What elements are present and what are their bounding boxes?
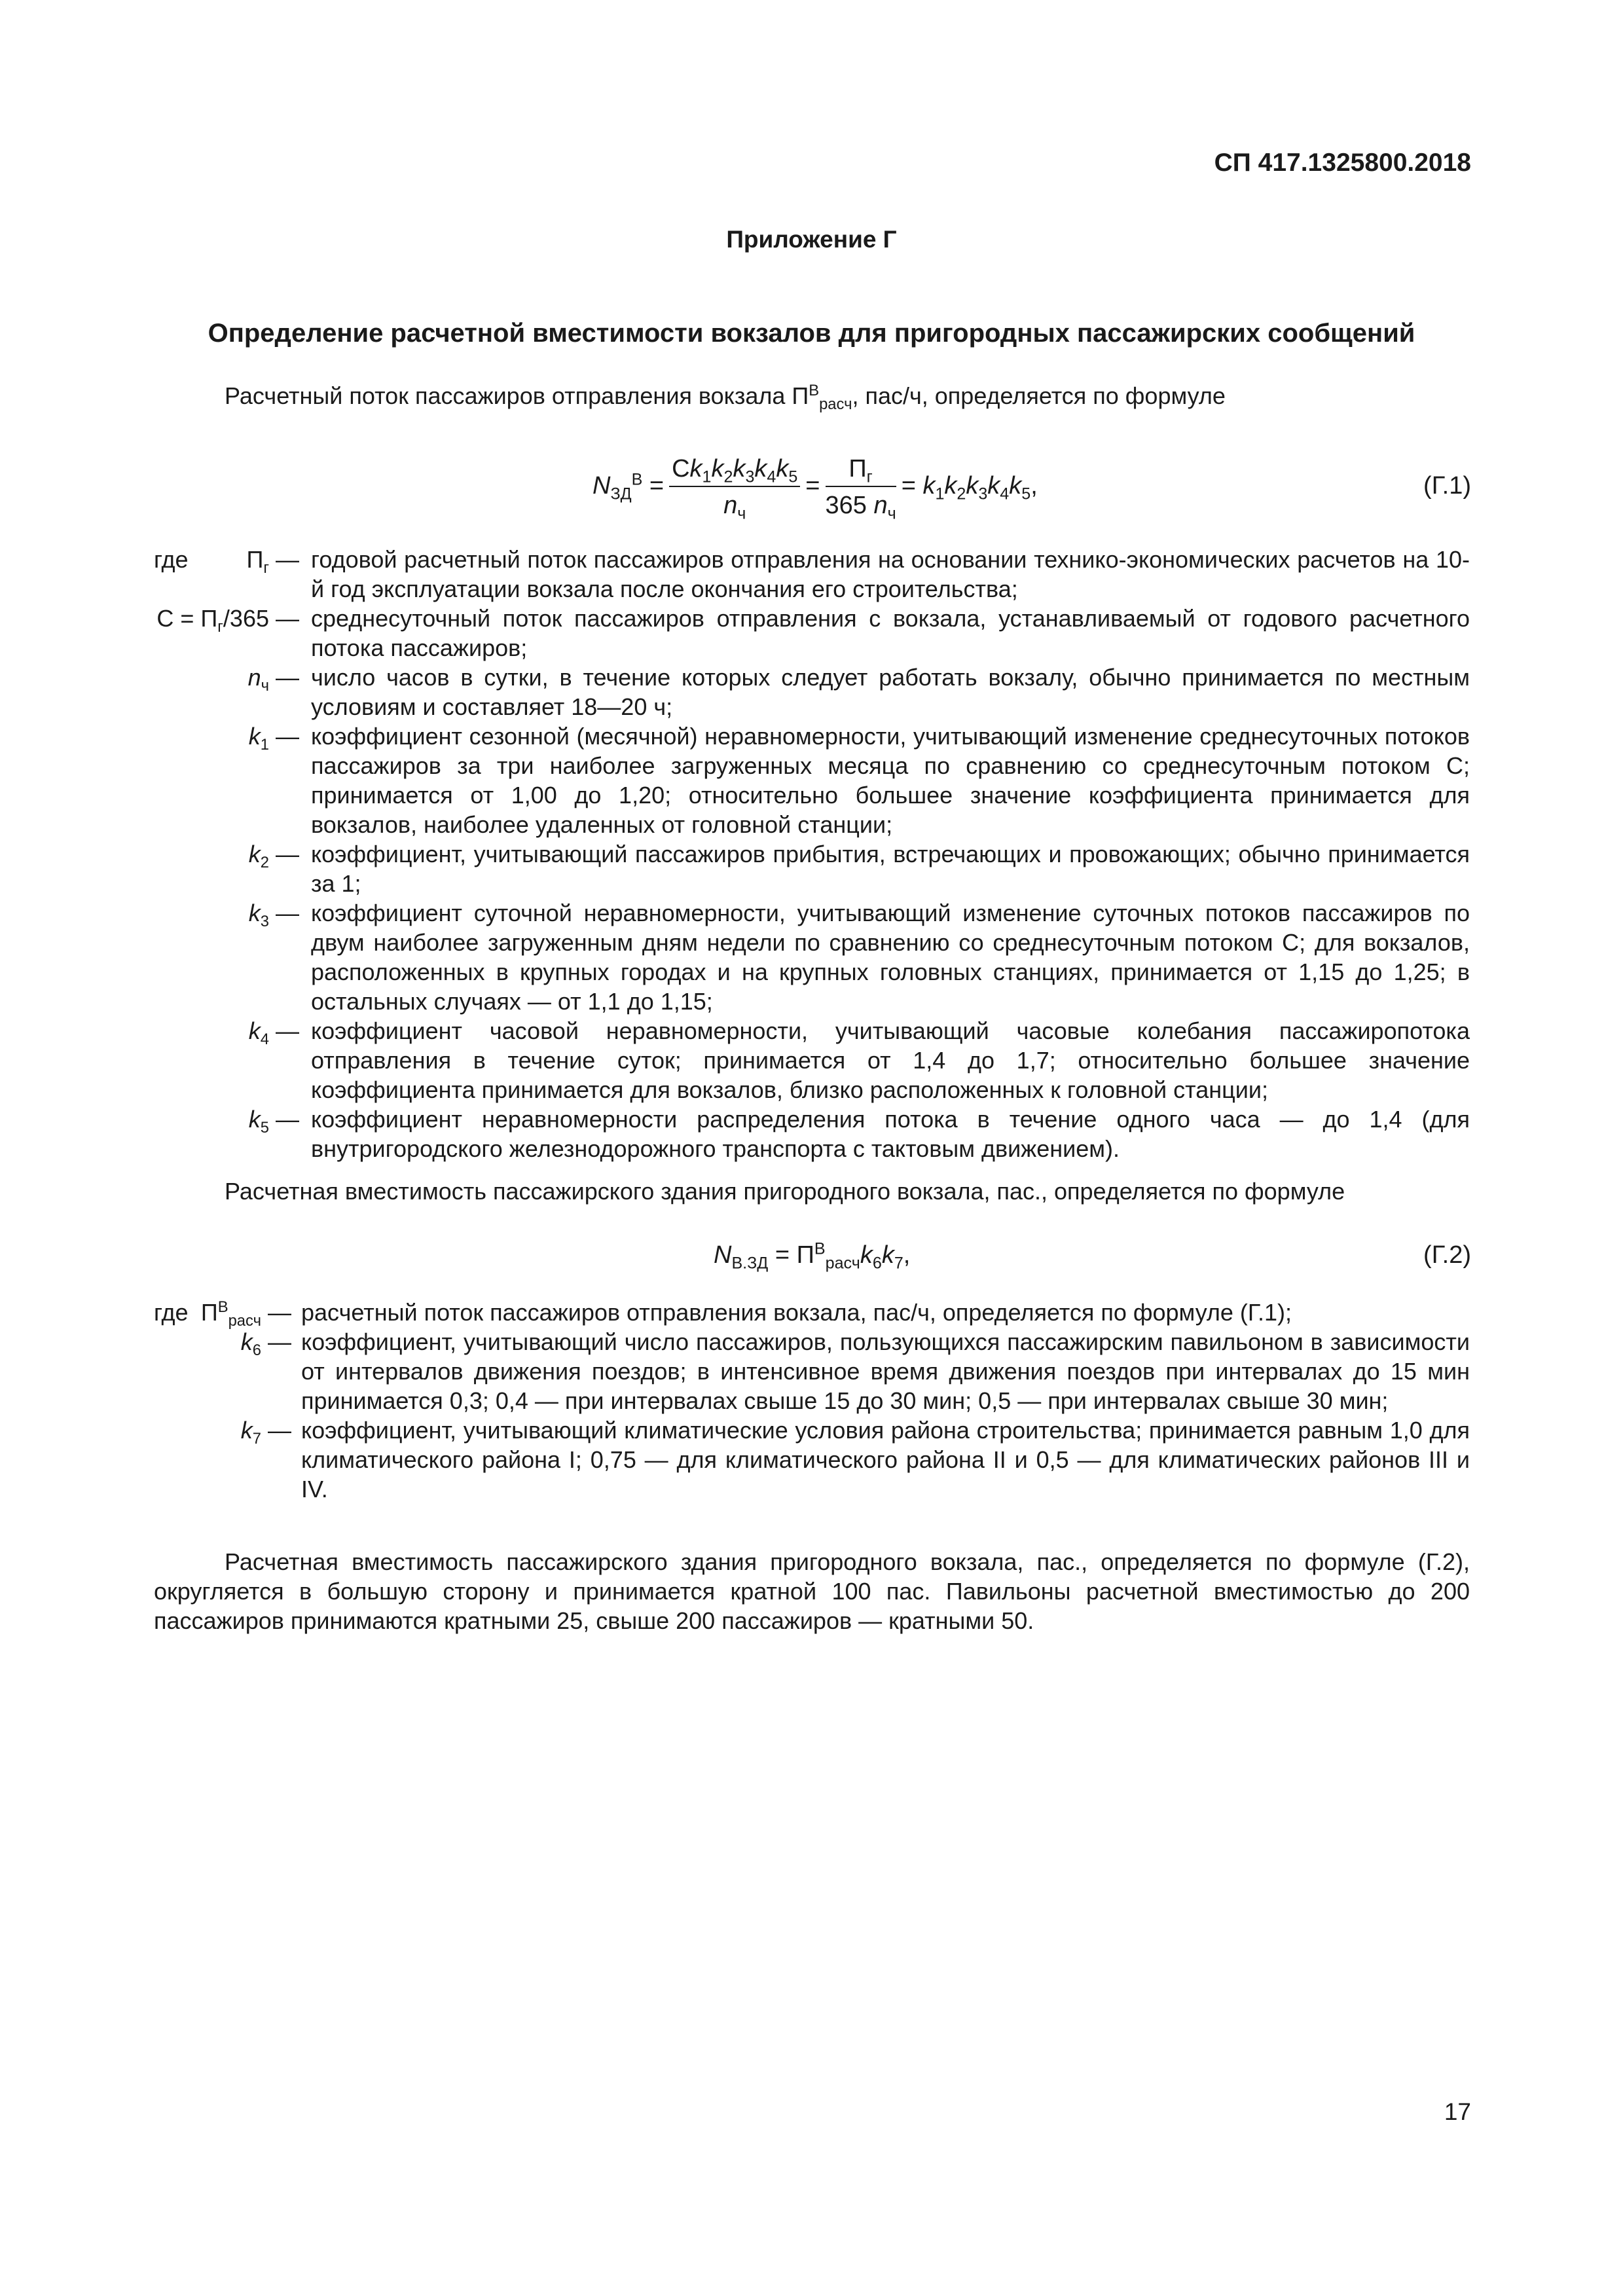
definition-text: коэффициент суточной неравномерности, учитывающий изменение суточных потоков пассажиров по двум наиболее загруженным дням недели по сравнению со среднесуточным потоком С; для вокзалов, расположенных в крупных городах и на крупных головных станциях, принимается от 1,15 до 1,25; в остальных случаях — от 1,1 до 1,15;	[311, 900, 1470, 1015]
definition-item	[154, 1104, 1470, 1163]
definition-text: коэффициент часовой неравномерности, учитывающий часовые колебания пассажиропотока отправления в течение суток; принимается от 1,4 до 1,7; относительно большее значение коэффициента принимается для вокзалов, близко расположенных к головной станции;	[311, 1017, 1470, 1103]
intro-text: Расчетный поток пассажиров отправления вокзала	[225, 382, 792, 409]
symbol-k7: $k_7$ —	[240, 1417, 291, 1448]
definition-item	[154, 663, 1470, 721]
definition-item	[154, 1016, 1470, 1104]
where-label: где	[154, 1299, 189, 1326]
symbol-p-rasch: $П^В_{расч}$	[792, 382, 852, 414]
symbol-p-rasch: $П^В_{расч}$ —	[200, 1298, 291, 1330]
symbol-k4: $k_4$ —	[248, 1017, 299, 1049]
definition-item	[154, 1298, 1470, 1330]
page-number: 17	[1444, 2098, 1471, 2125]
formula-g2: $N_{В.ЗД} = П^В_{расч}k_6k_7$,	[714, 1239, 911, 1273]
formula-g1-number: (Г.1)	[1423, 472, 1471, 500]
definitions-g1	[154, 545, 1470, 1163]
definition-item	[154, 721, 1470, 839]
symbol-k6: $k_6$ —	[240, 1328, 291, 1360]
section-title: Определение расчетной вместимости вокзалов для пригородных пассажирских сообщений	[208, 319, 1415, 348]
definition-text: годовой расчетный поток пассажиров отправления на основании технико-экономических расчетов на 10-й год эксплуатации вокзала после окончания его строительства;	[311, 546, 1470, 602]
intro-paragraph-2: Расчетная вместимость пассажирского здания пригородного вокзала, пас., определяется по формуле	[225, 1178, 1345, 1205]
definition-item	[154, 898, 1470, 1016]
definition-item	[154, 839, 1470, 898]
definition-text: число часов в сутки, в течение которых следует работать вокзалу, обычно принимается по местным условиям и составляет 18—20 ч;	[311, 664, 1470, 720]
symbol-k1: $k_1$ —	[248, 723, 299, 754]
symbol-k5: $k_5$ —	[248, 1106, 299, 1137]
closing-paragraph: Расчетная вместимость пассажирского здания пригородного вокзала, пас., определяется по формуле (Г.2), округляется в большую сторону и принимается кратной 100 пас. Павильоны расчетной вместимостью до 200 пассажиров принимаются кратными 25, свыше 200 пассажиров — кратными 50.	[154, 1548, 1470, 1634]
document-code: СП 417.1325800.2018	[1214, 149, 1471, 177]
intro-text-after: , пас/ч, определяется по формуле	[852, 382, 1226, 409]
formula-g1: $N_{ЗД}^В$ = $\frac{Сk_1k_2k_3k_4k_5}{n_ч}$ = $\frac{П_г}{365 n_ч}$ = $k_1k_2k_3k_4k_5$,	[593, 455, 1038, 523]
definition-text: расчетный поток пассажиров отправления вокзала, пас/ч, определяется по формуле (Г.1);	[301, 1299, 1292, 1326]
definition-text: коэффициент неравномерности распределения потока в течение одного часа — до 1,4 (для внутригородского железнодорожного транспорта с тактовым движением).	[311, 1106, 1470, 1162]
definition-text: коэффициент, учитывающий климатические условия района строительства; принимается равным 1,0 для климатического района I; 0,75 — для климатического района II и 0,5 — для климатических районов III и IV.	[301, 1417, 1470, 1503]
symbol-k2: $k_2$ —	[248, 841, 299, 872]
symbol-n-ch: $n_ч$ —	[247, 664, 299, 695]
definition-item	[154, 1415, 1470, 1504]
definition-item	[154, 1327, 1470, 1415]
where-label: где	[154, 546, 189, 573]
definition-item	[154, 545, 1470, 604]
definition-text: коэффициент, учитывающий число пассажиров, пользующихся пассажирским павильоном в зависимости от интервалов движения поездов; в интенсивное время движения поездов при интервалах до 15 мин принимается 0,3; 0,4 — при интервалах свыше 15 до 30 мин; 0,5 — при интервалах свыше 30 мин;	[301, 1328, 1470, 1414]
symbol-k3: $k_3$ —	[248, 900, 299, 931]
definitions-g2	[154, 1298, 1470, 1504]
definition-text: среднесуточный поток пассажиров отправления с вокзала, устанавливаемый от годового расчетного потока пассажиров;	[311, 605, 1470, 661]
intro-paragraph-1	[154, 381, 1470, 414]
definition-text: коэффициент, учитывающий пассажиров прибытия, встречающих и провожающих; обычно принимается за 1;	[311, 841, 1470, 897]
appendix-heading: Приложение Г	[726, 226, 897, 253]
symbol-p-g: $П_г$ —	[246, 546, 299, 577]
definition-item	[154, 604, 1470, 663]
definition-text: коэффициент сезонной (месячной) неравномерности, учитывающий изменение среднесуточных потоков пассажиров за три наиболее загруженных месяца по сравнению со среднесуточным потоком С; принимается от 1,00 до 1,20; относительно большее значение коэффициента принимается для вокзалов, наиболее удаленных от головной станции;	[311, 723, 1470, 838]
formula-g2-number: (Г.2)	[1423, 1241, 1471, 1269]
symbol-c: $С = П_г/365$ —	[156, 605, 299, 636]
